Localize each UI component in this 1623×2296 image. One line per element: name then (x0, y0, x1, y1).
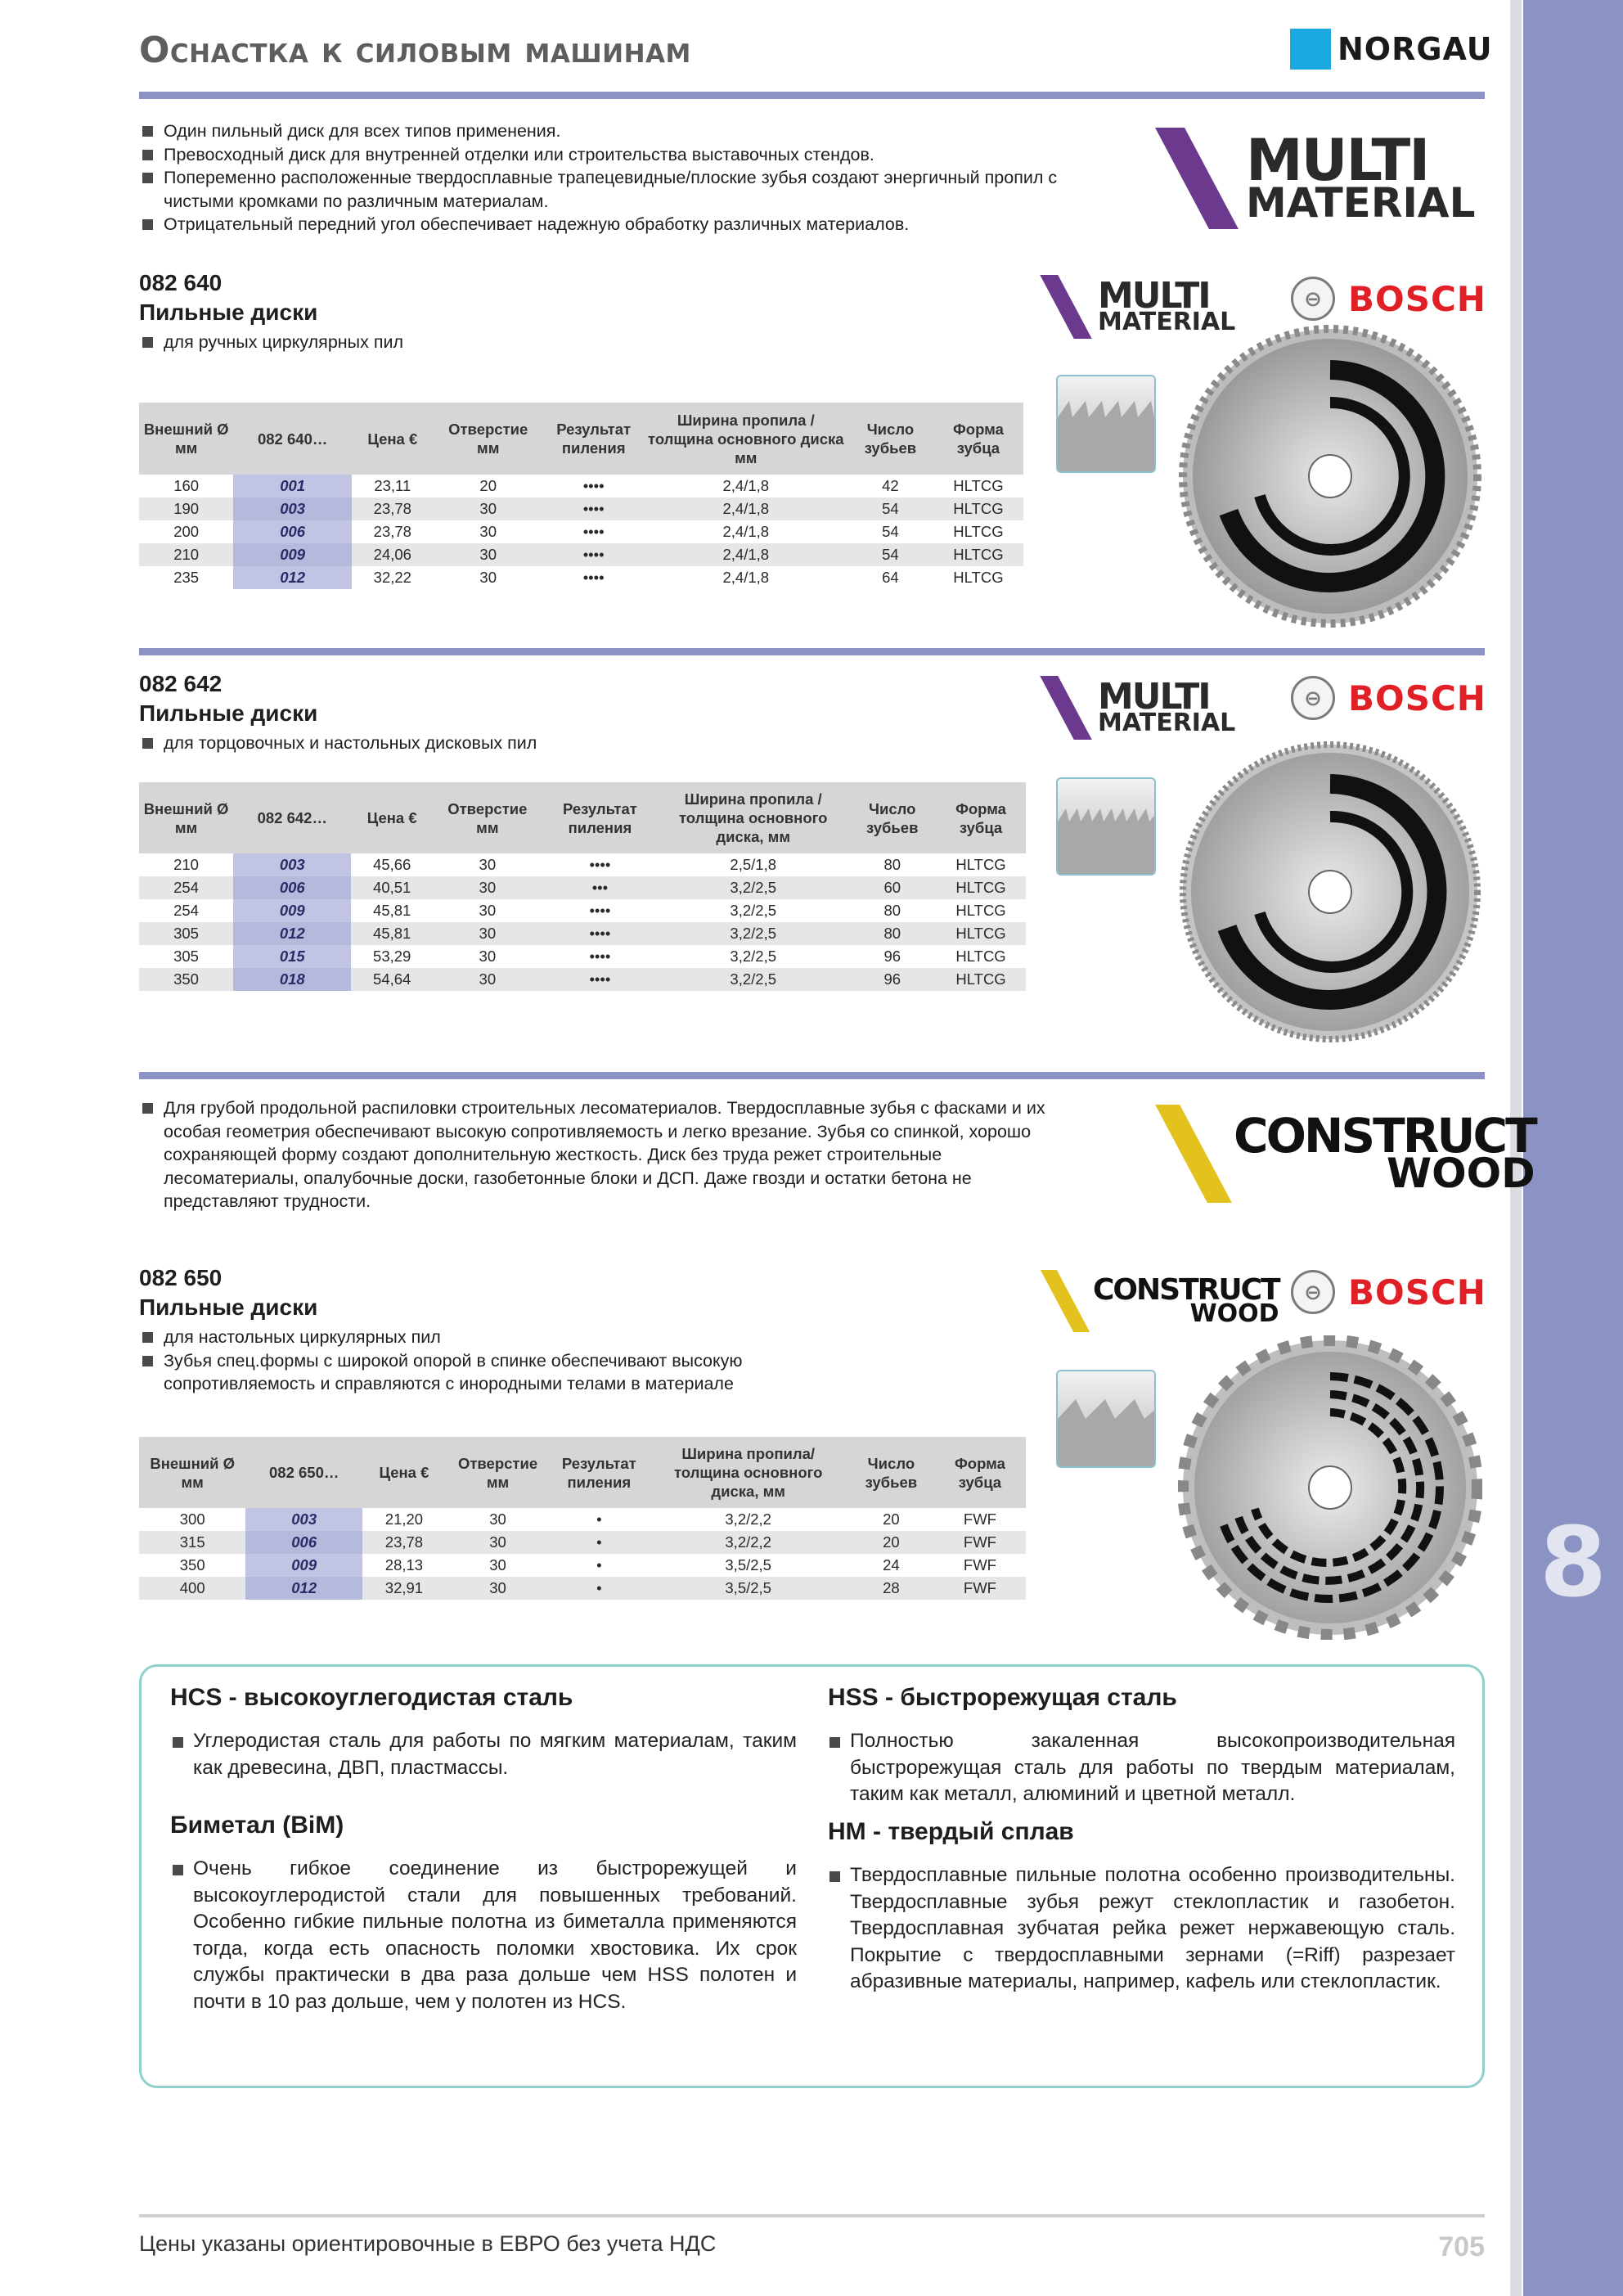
table-row (139, 1508, 1026, 1531)
table-cell: 190 (139, 497, 233, 520)
list-item: Для грубой продольной распиловки строительных лесоматериалов. Твердосплавные зубья с фасками и их особая геометрия обеспечивают высокую сопротивляемость и легко врезание. Зубья со спинкой, хорошо сохраняющей форму создают дополнительную жесткость. Диск без труда режет строительные лесоматериалы, опалубочные доски, газобетонные блоки и ДСП. Даже гвозди и остатки бетона не представляют трудности. (141, 1096, 1057, 1213)
table-cell: 24 (883, 1556, 900, 1573)
table-row (139, 1577, 1026, 1600)
table-cell: 315 (139, 1531, 245, 1554)
table-cell: 30 (479, 856, 497, 873)
table-cell: 305 (139, 922, 233, 945)
col-header: Форма зубца (936, 782, 1026, 853)
hss-title: HSS - быстрорежущая сталь (828, 1684, 1177, 1711)
order-code-cell: 009 (233, 543, 352, 566)
order-code-cell: 015 (233, 945, 351, 968)
table-cell: 350 (139, 968, 233, 991)
table-cell: 2,4/1,8 (722, 477, 770, 494)
table-cell: HLTCG (955, 902, 1006, 919)
table-cell: HLTCG (936, 968, 1026, 991)
table-cell: HLTCG (953, 569, 1004, 586)
article-title: Пильные диски (139, 299, 318, 325)
section3-bullets (141, 1326, 812, 1396)
product-table (139, 403, 1023, 589)
table-row (139, 475, 1023, 497)
table-cell: 30 (479, 569, 497, 586)
table-cell: 160 (173, 477, 200, 494)
col-header: Отверстие мм (434, 403, 543, 475)
col-header: Число зубьев (847, 403, 933, 475)
table-cell: • (596, 1510, 602, 1528)
table-cell: HLTCG (936, 922, 1026, 945)
construct-intro (141, 1096, 1057, 1213)
table-cell: 32,91 (362, 1577, 446, 1600)
table-cell: ••• (542, 876, 658, 899)
table-row (139, 543, 1023, 566)
tooth-closeup-image (1056, 1370, 1156, 1468)
table-cell: • (550, 1531, 648, 1554)
hcs-text: Углеродистая сталь для работы по мягким материалам, таким как древесина, ДВП, пластмассы. (193, 1728, 797, 1781)
hm-text: Твердосплавные пильные полотна особенно производительны. Твердосплавные зубья режут стеклопластик и газобетон. Твердосплавная зубчатая рейка режет нержавеющую сталь. Покрытие с твердосплавными зернами (=Riff) разрезает абразивные материалы, например, кафель или стеклопластик. (850, 1862, 1455, 1996)
table-cell: 2,4/1,8 (722, 523, 770, 540)
list-item: Попеременно расположенные твердосплавные трапецевидные/плоские зубья создают энергичный пропил с чистыми кромками по различным материалам. (141, 166, 1114, 213)
table-cell: 30 (433, 922, 542, 945)
table-cell: 24,06 (352, 543, 434, 566)
bim-title: Биметал (BiM) (170, 1812, 344, 1839)
table-cell: 80 (883, 856, 901, 873)
table-cell: 350 (179, 1556, 205, 1573)
table-cell: 32,22 (373, 569, 411, 586)
tooth-closeup-image (1056, 375, 1156, 473)
col-header: Отверстие мм (433, 782, 542, 853)
col-header: 082 642… (233, 782, 351, 853)
bosch-emblem-icon: ⊖ (1291, 1270, 1335, 1314)
table-cell: •••• (582, 477, 605, 494)
table-cell: 3,2/2,5 (658, 876, 848, 899)
table-cell: 30 (434, 497, 543, 520)
brand-square-icon (1290, 29, 1331, 70)
table-cell: 30 (446, 1577, 550, 1600)
logo-word-1: MULTI (1098, 676, 1210, 718)
table-row (139, 1554, 1026, 1577)
table-cell: FWF (934, 1531, 1026, 1554)
col-header: 082 640… (233, 403, 352, 475)
table-row (139, 497, 1023, 520)
list-item: для настольных циркулярных пил (141, 1326, 812, 1349)
logo-word-2: WOOD (1189, 1299, 1279, 1328)
footer-note: Цены указаны ориентировочные в ЕВРО без учета НДС (139, 2231, 717, 2256)
logo-word-1: MULTI (1246, 127, 1429, 195)
table-cell: FWF (963, 1556, 996, 1573)
order-code-cell: 018 (233, 968, 351, 991)
table-cell: 3,2/2,5 (730, 902, 776, 919)
tooth-closeup-image (1056, 777, 1156, 876)
table-cell: 45,66 (373, 856, 411, 873)
table-cell: 80 (848, 922, 936, 945)
col-header: Форма зубца (934, 1437, 1026, 1508)
table-cell: 23,78 (362, 1531, 446, 1554)
table-row (139, 1531, 1026, 1554)
table-cell: HLTCG (955, 856, 1006, 873)
col-header: Цена € (362, 1437, 446, 1508)
table-cell: 254 (139, 876, 233, 899)
table-cell: 54 (847, 543, 933, 566)
table-cell: •••• (582, 569, 605, 586)
table-cell: 54,64 (351, 968, 432, 991)
intro-bullets (141, 119, 1114, 236)
brand-name: NORGAU (1338, 31, 1493, 67)
logo-word-1: CONSTRUCT (1234, 1107, 1535, 1164)
table-row (139, 968, 1026, 991)
article-number: 082 642 (139, 671, 223, 696)
table-cell: 30 (434, 543, 543, 566)
table-cell: 23,78 (373, 523, 411, 540)
page-number: 705 (1438, 2231, 1485, 2262)
hss-text: Полностью закаленная высокопроизводительная быстрорежущая сталь для работы по твердым материалам, таким как металл, алюминий и цветной металл. (850, 1728, 1455, 1808)
table-cell: 30 (489, 1510, 506, 1528)
chapter-number: 8 (1539, 1506, 1607, 1618)
table-cell: •••• (589, 856, 611, 873)
table-cell: • (550, 1577, 648, 1600)
col-header: Форма зубца (933, 403, 1023, 475)
bosch-name: BOSCH (1348, 1272, 1486, 1312)
table-cell: 254 (173, 902, 199, 919)
table-row (139, 853, 1026, 876)
table-cell: 64 (882, 569, 899, 586)
table-cell: 200 (173, 523, 200, 540)
table-cell: 20 (848, 1531, 934, 1554)
table-cell: 40,51 (351, 876, 432, 899)
construct-wood-logo (1181, 1105, 1535, 1203)
col-header: Результат пиления (542, 782, 658, 853)
product-table (139, 782, 1026, 991)
col-header: Результат пиления (543, 403, 645, 475)
list-item: Один пильный диск для всех типов применения. (141, 119, 1114, 143)
logo-slash-icon (1155, 1105, 1232, 1203)
table-cell: 28 (848, 1577, 934, 1600)
table-cell: HLTCG (953, 477, 1004, 494)
saw-blade-image (1178, 1335, 1482, 1640)
bosch-name: BOSCH (1348, 278, 1486, 319)
table-cell: 30 (433, 876, 542, 899)
logo-word-1: MULTI (1098, 275, 1210, 317)
col-header: Внешний Ø мм (139, 1437, 245, 1508)
table-cell: 235 (173, 569, 200, 586)
chapter-band (1523, 0, 1623, 2296)
table-cell: 30 (479, 523, 497, 540)
table-cell: 28,13 (384, 1556, 424, 1573)
col-header: Число зубьев (848, 782, 936, 853)
table-cell: 42 (882, 477, 899, 494)
order-code-cell: 003 (245, 1508, 362, 1531)
list-item: Зубья спец.формы с широкой опорой в спинке обеспечивают высокую сопротивляемость и справляются с инородными телами в материале (141, 1349, 812, 1396)
table-cell: 3,2/2,5 (658, 968, 848, 991)
table-cell: HLTCG (933, 497, 1023, 520)
col-header: Внешний Ø мм (139, 782, 233, 853)
table-cell: 3,2/2,5 (730, 948, 776, 965)
table-cell: 54 (847, 497, 933, 520)
table-row (139, 876, 1026, 899)
order-code-cell: 012 (233, 566, 352, 589)
order-code-cell: 009 (245, 1554, 362, 1577)
table-cell: •••• (543, 543, 645, 566)
table-cell: HLTCG (955, 948, 1006, 965)
brand-logo (1290, 28, 1493, 70)
table-row (139, 566, 1023, 589)
hm-title: HM - твердый сплав (828, 1818, 1074, 1845)
logo-slash-icon (1040, 676, 1091, 740)
col-header: Ширина пропила / толщина основного диска, мм (658, 782, 848, 853)
table-cell: 80 (883, 902, 901, 919)
col-header: Отверстие мм (446, 1437, 550, 1508)
col-header: Результат пиления (550, 1437, 648, 1508)
article-title: Пильные диски (139, 700, 318, 726)
order-code-cell: 006 (233, 520, 352, 543)
table-cell: 60 (848, 876, 936, 899)
table-cell: HLTCG (936, 876, 1026, 899)
table-cell: 30 (489, 1556, 506, 1573)
order-code-cell: 012 (245, 1577, 362, 1600)
logo-word-2: MATERIAL (1098, 709, 1236, 738)
table-row (139, 945, 1026, 968)
order-code-cell: 009 (233, 899, 351, 922)
table-cell: 300 (179, 1510, 205, 1528)
order-code-cell: 001 (233, 475, 352, 497)
article-title: Пильные диски (139, 1294, 318, 1320)
order-code-cell: 006 (245, 1531, 362, 1554)
article-number: 082 650 (139, 1265, 223, 1290)
bosch-logo (1291, 1270, 1486, 1314)
multi-material-logo (1182, 128, 1476, 229)
table-cell: 20 (883, 1510, 900, 1528)
table-cell: 54 (882, 523, 899, 540)
col-header: Число зубьев (848, 1437, 934, 1508)
bosch-logo (1291, 676, 1486, 720)
table-cell: 30 (479, 948, 497, 965)
table-cell: 3,5/2,5 (648, 1577, 848, 1600)
construct-wood-logo-small (1057, 1270, 1279, 1332)
table-row (139, 520, 1023, 543)
table-cell: 400 (139, 1577, 245, 1600)
table-cell: 20 (479, 477, 497, 494)
section2-bullets (141, 732, 877, 755)
table-row (139, 922, 1026, 945)
bim-text: Очень гибкое соединение из быстрорежущей и высокоуглеродистой стали для повышенных требований. Особенно гибкие пильные полотна из биметалла применяются тогда, когда есть опасность поломки хвостовика. Их срок службы практически в два раза дольше чем HSS полотен и почти в 10 раз дольше, чем у полотен из HCS. (193, 1856, 797, 2015)
table-cell: 2,5/1,8 (730, 856, 776, 873)
table-cell: •••• (543, 497, 645, 520)
logo-slash-icon (1041, 1270, 1090, 1332)
logo-word-2: MATERIAL (1246, 178, 1476, 227)
section-rule (139, 1072, 1485, 1079)
list-item: Превосходный диск для внутренней отделки или строительства выставочных стендов. (141, 143, 1114, 167)
col-header: Цена € (352, 403, 434, 475)
table-cell: •••• (589, 902, 611, 919)
bosch-name: BOSCH (1348, 678, 1486, 718)
table-cell: •••• (542, 968, 658, 991)
col-header: Ширина пропила/ толщина основного диска, мм (648, 1437, 848, 1508)
table-cell: 2,4/1,8 (722, 569, 770, 586)
page-title: Оснастка к силовым машинам (139, 29, 691, 71)
table-cell: 3,2/2,5 (658, 922, 848, 945)
table-cell: FWF (963, 1510, 996, 1528)
table-cell: 23,11 (374, 477, 411, 494)
section1-bullets (141, 331, 877, 354)
table-cell: 96 (848, 968, 936, 991)
order-code-cell: 006 (233, 876, 351, 899)
table-cell: FWF (934, 1577, 1026, 1600)
bosch-logo (1291, 277, 1486, 321)
table-cell: •••• (542, 922, 658, 945)
table-cell: 53,29 (373, 948, 411, 965)
list-item: для ручных циркулярных пил (141, 331, 877, 354)
bosch-emblem-icon: ⊖ (1291, 676, 1335, 720)
order-code-cell: 003 (233, 497, 352, 520)
header-rule (139, 92, 1485, 99)
saw-blade-image (1178, 324, 1482, 628)
table-cell: 2,4/1,8 (645, 497, 847, 520)
col-header: 082 650… (245, 1437, 362, 1508)
section-rule (139, 648, 1485, 655)
table-cell: 45,81 (373, 902, 411, 919)
table-cell: 210 (139, 543, 233, 566)
hcs-title: HCS - высокоуглегодистая сталь (170, 1684, 573, 1711)
bosch-emblem-icon: ⊖ (1291, 277, 1335, 321)
logo-word-2: MATERIAL (1098, 308, 1236, 337)
table-cell: 3,2/2,2 (725, 1510, 771, 1528)
col-header: Внешний Ø мм (139, 403, 233, 475)
table-cell: 30 (479, 902, 497, 919)
list-item: для торцовочных и настольных дисковых пил (141, 732, 877, 755)
table-cell: HLTCG (933, 543, 1023, 566)
table-cell: 2,4/1,8 (645, 543, 847, 566)
table-cell: 96 (883, 948, 901, 965)
article-number: 082 640 (139, 270, 223, 295)
table-cell: 210 (173, 856, 199, 873)
table-cell: 45,81 (351, 922, 432, 945)
table-cell: 23,78 (352, 497, 434, 520)
table-cell: •••• (582, 523, 605, 540)
saw-blade-image (1178, 740, 1482, 1044)
list-item: Отрицательный передний угол обеспечивает надежную обработку различных материалов. (141, 213, 1114, 236)
logo-word-1: CONSTRUCT (1093, 1272, 1279, 1307)
logo-slash-icon (1155, 128, 1239, 229)
logo-slash-icon (1040, 275, 1091, 339)
product-table (139, 1437, 1026, 1600)
table-cell: 3,5/2,5 (725, 1556, 771, 1573)
table-cell: 3,2/2,2 (648, 1531, 848, 1554)
table-row (139, 899, 1026, 922)
table-cell: HLTCG (953, 523, 1004, 540)
order-code-cell: 012 (233, 922, 351, 945)
table-cell: 305 (173, 948, 199, 965)
table-cell: •••• (589, 948, 611, 965)
logo-word-2: WOOD (1386, 1150, 1535, 1198)
col-header: Ширина пропила / толщина основного диска мм (645, 403, 847, 475)
multi-material-logo-small (1057, 676, 1235, 740)
table-cell: 30 (446, 1531, 550, 1554)
table-cell: 21,20 (384, 1510, 424, 1528)
col-header: Цена € (351, 782, 432, 853)
table-cell: 30 (433, 968, 542, 991)
footer-rule (139, 2214, 1485, 2217)
table-cell: • (596, 1556, 602, 1573)
order-code-cell: 003 (233, 853, 351, 876)
